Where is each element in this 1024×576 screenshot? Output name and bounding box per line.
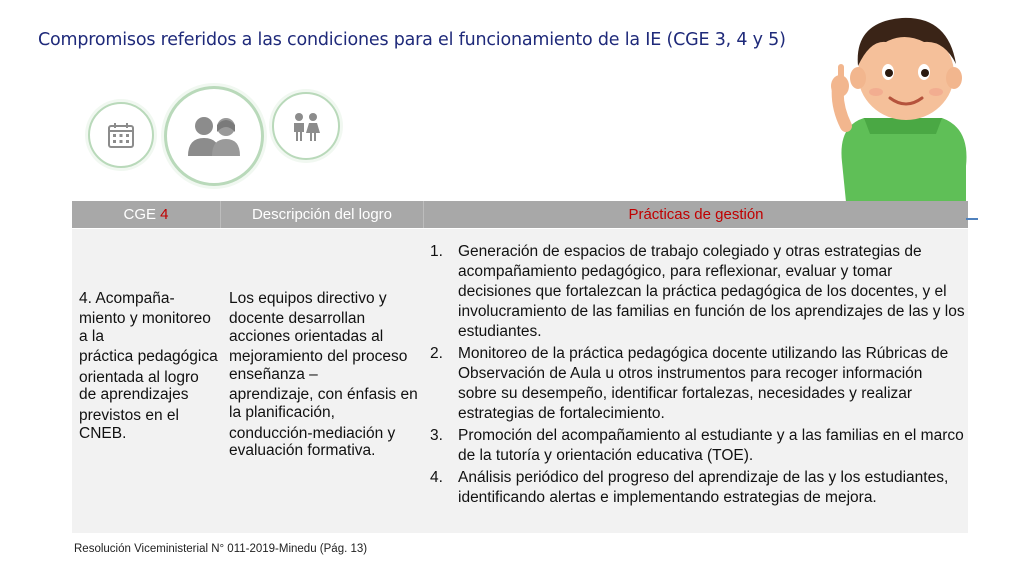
description-line: Los equipos directivo y bbox=[229, 290, 387, 307]
practice-number: 3. bbox=[430, 427, 443, 444]
header-cge bbox=[72, 201, 221, 228]
practice-number: 4. bbox=[430, 469, 443, 486]
children-icon bbox=[272, 92, 340, 160]
description-line: docente desarrollan acciones orientadas al bbox=[229, 310, 384, 346]
boy-pointing-illustration bbox=[824, 6, 980, 202]
cge-line: previstos en el CNEB. bbox=[79, 406, 179, 442]
practice-text: Monitoreo de la práctica pedagógica docente utilizando las Rúbricas de Observación de Aula u otros instrumentos para recoger información sobre su desempeño, identificar fortalezas, necesidades y realizar estrategias de fortalecimiento. bbox=[458, 345, 949, 422]
description-line: conducción-mediación y evaluación formativa. bbox=[229, 424, 396, 460]
practice-item bbox=[430, 468, 965, 508]
accent-line bbox=[966, 218, 978, 220]
cge-line: miento y monitoreo a la bbox=[79, 310, 211, 346]
practices-list bbox=[430, 242, 965, 510]
practice-item bbox=[430, 426, 965, 466]
footer-citation: Resolución Viceministerial N° 011-2019-Minedu (Pág. 13) bbox=[74, 543, 368, 555]
header-cge-label: CGE bbox=[123, 206, 156, 223]
page-title: Compromisos referidos a las condiciones para el funcionamiento de la IE (CGE 3, 4 y 5) bbox=[38, 30, 786, 50]
icon-group bbox=[80, 82, 350, 192]
table-body bbox=[72, 229, 968, 533]
header-cge-number: 4 bbox=[160, 206, 169, 223]
description-line: aprendizaje, con énfasis en la planificación, bbox=[229, 386, 418, 422]
practice-item bbox=[430, 242, 965, 342]
header-practices: Prácticas de gestión bbox=[628, 206, 764, 223]
cge-line: 4. Acompaña- bbox=[79, 290, 175, 307]
practice-number: 1. bbox=[430, 243, 443, 260]
practice-item bbox=[430, 344, 965, 424]
description-line: mejoramiento del proceso enseñanza – bbox=[229, 348, 408, 384]
cge-line: práctica pedagógica bbox=[79, 348, 218, 366]
description-cell bbox=[229, 290, 427, 463]
cge-line: orientada al logro de aprendizajes bbox=[79, 368, 199, 404]
practice-text: Análisis periódico del progreso del aprendizaje de las y los estudiantes, identificando alertas e implementando estrategias de mejora. bbox=[458, 469, 949, 506]
calendar-icon bbox=[88, 102, 154, 168]
practice-text: Generación de espacios de trabajo colegiado y otras estrategias de acompañamiento pedagógico, para reflexionar, evaluar y tomar decisiones que fortalezcan la práctica pedagógica de los docentes, y el involucramiento de las familias en función de los aprendizajes de las y los estudiantes. bbox=[458, 243, 965, 340]
cge-cell bbox=[79, 290, 219, 445]
header-description: Descripción del logro bbox=[221, 201, 424, 228]
table-header bbox=[72, 201, 968, 228]
practice-text: Promoción del acompañamiento al estudiante y a las familias en el marco de la tutoría y orientación educativa (TOE). bbox=[458, 427, 964, 464]
practice-number: 2. bbox=[430, 345, 443, 362]
parents-icon bbox=[164, 86, 264, 186]
